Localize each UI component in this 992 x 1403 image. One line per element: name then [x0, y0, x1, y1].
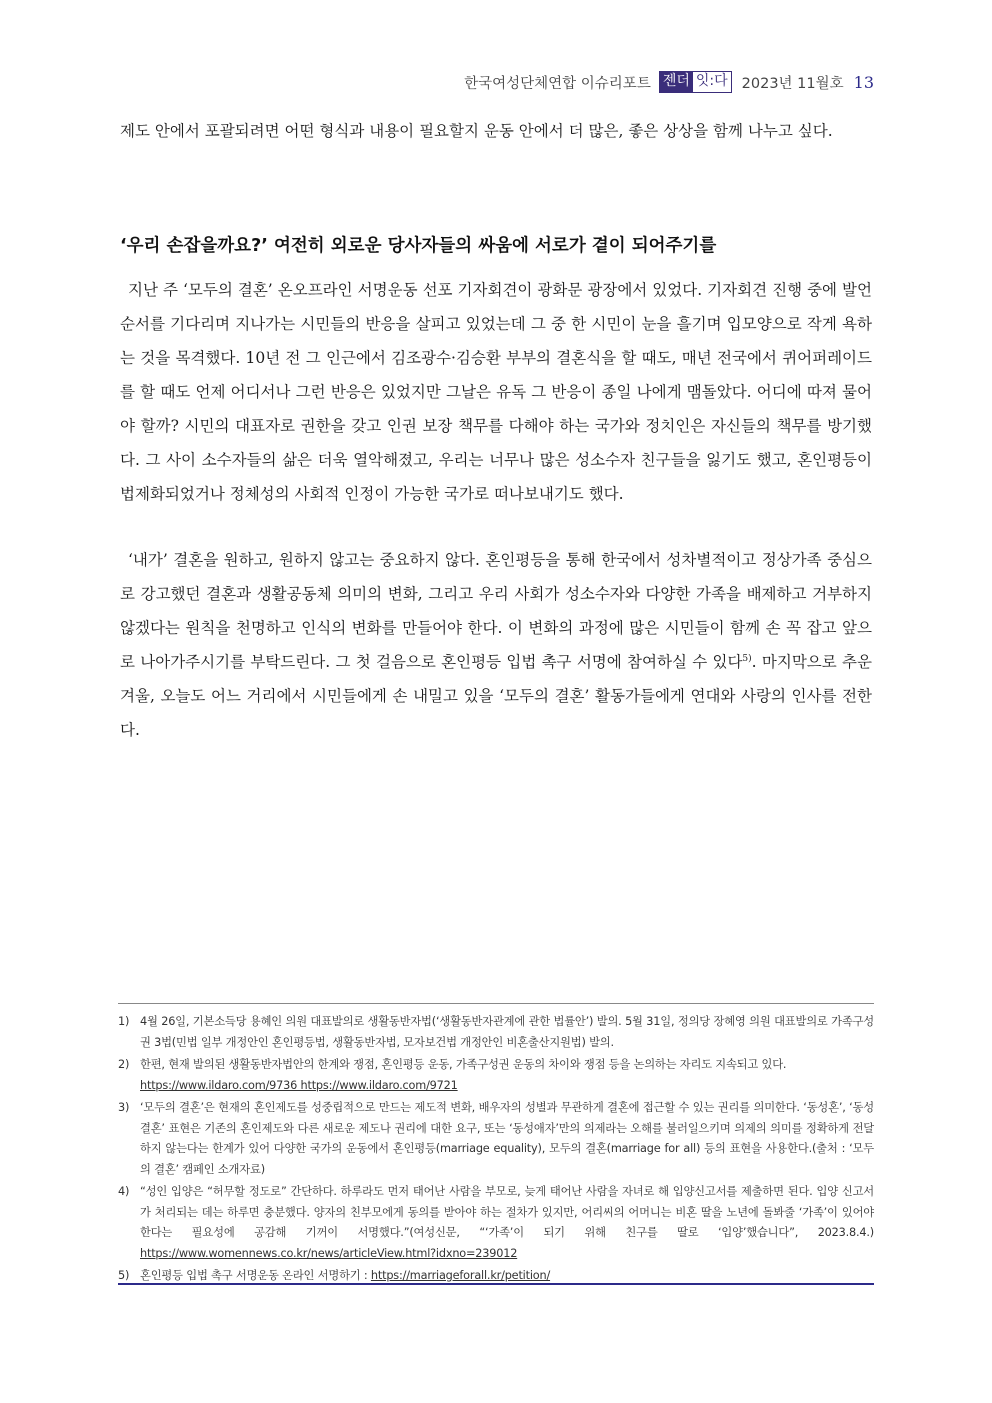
- footnote-item: [118, 1098, 874, 1180]
- footnote-link[interactable]: https://www.womennews.co.kr/news/articleView.html?idxno=239012: [140, 1246, 518, 1260]
- footnote-number: 3): [118, 1101, 130, 1114]
- intro-paragraph: 제도 안에서 포괄되려면 어떤 형식과 내용이 필요할지 운동 안에서 더 많은, 좋은 상상을 함께 나누고 싶다.: [120, 122, 833, 140]
- page-number: 13: [853, 72, 874, 92]
- footnote-ref-5[interactable]: 5): [742, 653, 752, 664]
- logo-part1: 젠더: [660, 72, 693, 92]
- footnote-item: [118, 1055, 874, 1096]
- bottom-rule: [118, 1283, 874, 1285]
- gender-itda-logo: [659, 71, 732, 93]
- footnote-text: 혼인평등 입법 촉구 서명운동 온라인 서명하기 :: [140, 1269, 368, 1282]
- paragraph-2: [120, 543, 872, 747]
- footnote-text: ‘모두의 결혼’은 현재의 혼인제도를 성중립적으로 만드는 제도적 변화, 배우자의 성별과 무관하게 결혼에 접근할 수 있는 권리를 의미한다. ‘동성혼’, ‘동성결혼’ 표현은 기존의 혼인제도와 다른 새로운 제도나 권리에 대한 요구, 또는 ‘동성애자’만의 의제라는 오해를 불러일으키며 의제의 의미를 정확하게 전달하지 않는다는 한계가 있어 다양한 국가의 운동에서 혼인평등(marriage equality), 모두의 결혼(marriage for all) 등의 표현을 사용한다.(출처 : ‘모두의 결혼’ 캠페인 소개자료): [140, 1101, 874, 1176]
- footnote-link[interactable]: https://marriageforall.kr/petition/: [370, 1269, 551, 1282]
- footnote-number: 2): [118, 1058, 130, 1071]
- logo-part2: 잇:다: [693, 72, 731, 92]
- issue-date: 2023년 11월호: [741, 75, 844, 92]
- footnote-text: “성인 입양은 “허무할 정도로” 간단하다. 하루라도 먼저 태어난 사람을 부모로, 늦게 태어난 사람을 자녀로 해 입양신고서를 제출하면 된다. 입양 신고서가 처리되는 데는 하루면 충분했다. 양자의 친부모에게 동의를 받아야 하는 절차가 있지만, 어리씨의 어머니는 비혼 딸을 노년에 돌봐줄 ‘가족’이 있어야 한다는 필요성에 공감해 기꺼이 서명했다.”(여성신문, “‘가족’이 되기 위해 친구를 딸로 ‘입양’했습니다”, 2023.8.4.): [140, 1185, 874, 1239]
- publication-name: 한국여성단체연합 이슈리포트: [464, 75, 651, 92]
- footnote-divider: [118, 1003, 874, 1004]
- paragraph-2-main: ‘내가’ 결혼을 원하고, 원하지 않고는 중요하지 않다. 혼인평등을 통해 한국에서 성차별적이고 정상가족 중심으로 강고했던 결혼과 생활공동체 의미의 변화, 그리고 우리 사회가 성소수자와 다양한 가족을 배제하고 거부하지 않겠다는 원칙을 천명하고 인식의 변화를 만들어야 한다. 이 변화의 과정에 많은 시민들이 함께 손 꼭 잡고 앞으로 나아가주시기를 부탁드린다. 그 첫 걸음으로 혼인평등 입법 촉구 서명에 참여하실 수 있다: [120, 551, 872, 671]
- footnote-number: 5): [118, 1269, 130, 1282]
- paragraph-2-end: . 마지막으로 추운 겨울, 오늘도 어느 거리에서 시민들에게 손 내밀고 있을 ‘모두의 결혼’ 활동가들에게 연대와 사랑의 인사를 전한다.: [120, 653, 872, 739]
- footnote-text: 한편, 현재 발의된 생활동반자법안의 한계와 쟁점, 혼인평등 운동, 가족구성권 운동의 차이와 쟁점 등을 논의하는 자리도 지속되고 있다.: [140, 1058, 787, 1071]
- footnote-text: 4월 26일, 기본소득당 용혜인 의원 대표발의로 생활동반자법(‘생활동반자관계에 관한 법률안’) 발의. 5월 31일, 정의당 장혜영 의원 대표발의로 가족구성권 3법(민법 일부 개정안인 혼인평등법, 생활동반자법, 모자보건법 개정안인 비혼출산지원법) 발의.: [140, 1015, 874, 1049]
- footnote-link[interactable]: https://www.ildaro.com/9736 https://www.ildaro.com/9721: [140, 1078, 458, 1092]
- page-header: [464, 70, 874, 94]
- footnote-item: [118, 1182, 874, 1264]
- footnote-number: 4): [118, 1185, 130, 1198]
- footnote-number: 1): [118, 1015, 130, 1028]
- footnotes: [118, 1012, 874, 1289]
- paragraph-1: 지난 주 ‘모두의 결혼’ 온오프라인 서명운동 선포 기자회견이 광화문 광장에서 있었다. 기자회견 진행 중에 발언 순서를 기다리며 지나가는 시민들의 반응을 살피고 있었는데 그 중 한 시민이 눈을 흘기며 입모양으로 작게 욕하는 것을 목격했다. 10년 전 그 인근에서 김조광수·김승환 부부의 결혼식을 할 때도, 매년 전국에서 퀴어퍼레이드를 할 때도 언제 어디서나 그런 반응은 있었지만 그날은 유독 그 반응이 종일 나에게 맴돌았다. 어디에 따져 물어야 할까? 시민의 대표자로 권한을 갖고 인권 보장 책무를 다해야 하는 국가와 정치인은 자신들의 책무를 방기했다. 그 사이 소수자들의 삶은 더욱 열악해졌고, 우리는 너무나 많은 성소수자 친구들을 잃기도 했고, 혼인평등이 법제화되었거나 정체성의 사회적 인정이 가능한 국가로 떠나보내기도 했다.: [120, 281, 872, 503]
- section-title: ‘우리 손잡을까요?’ 여전히 외로운 당사자들의 싸움에 서로가 곁이 되어주기를: [120, 236, 717, 256]
- footnote-item: [118, 1012, 874, 1053]
